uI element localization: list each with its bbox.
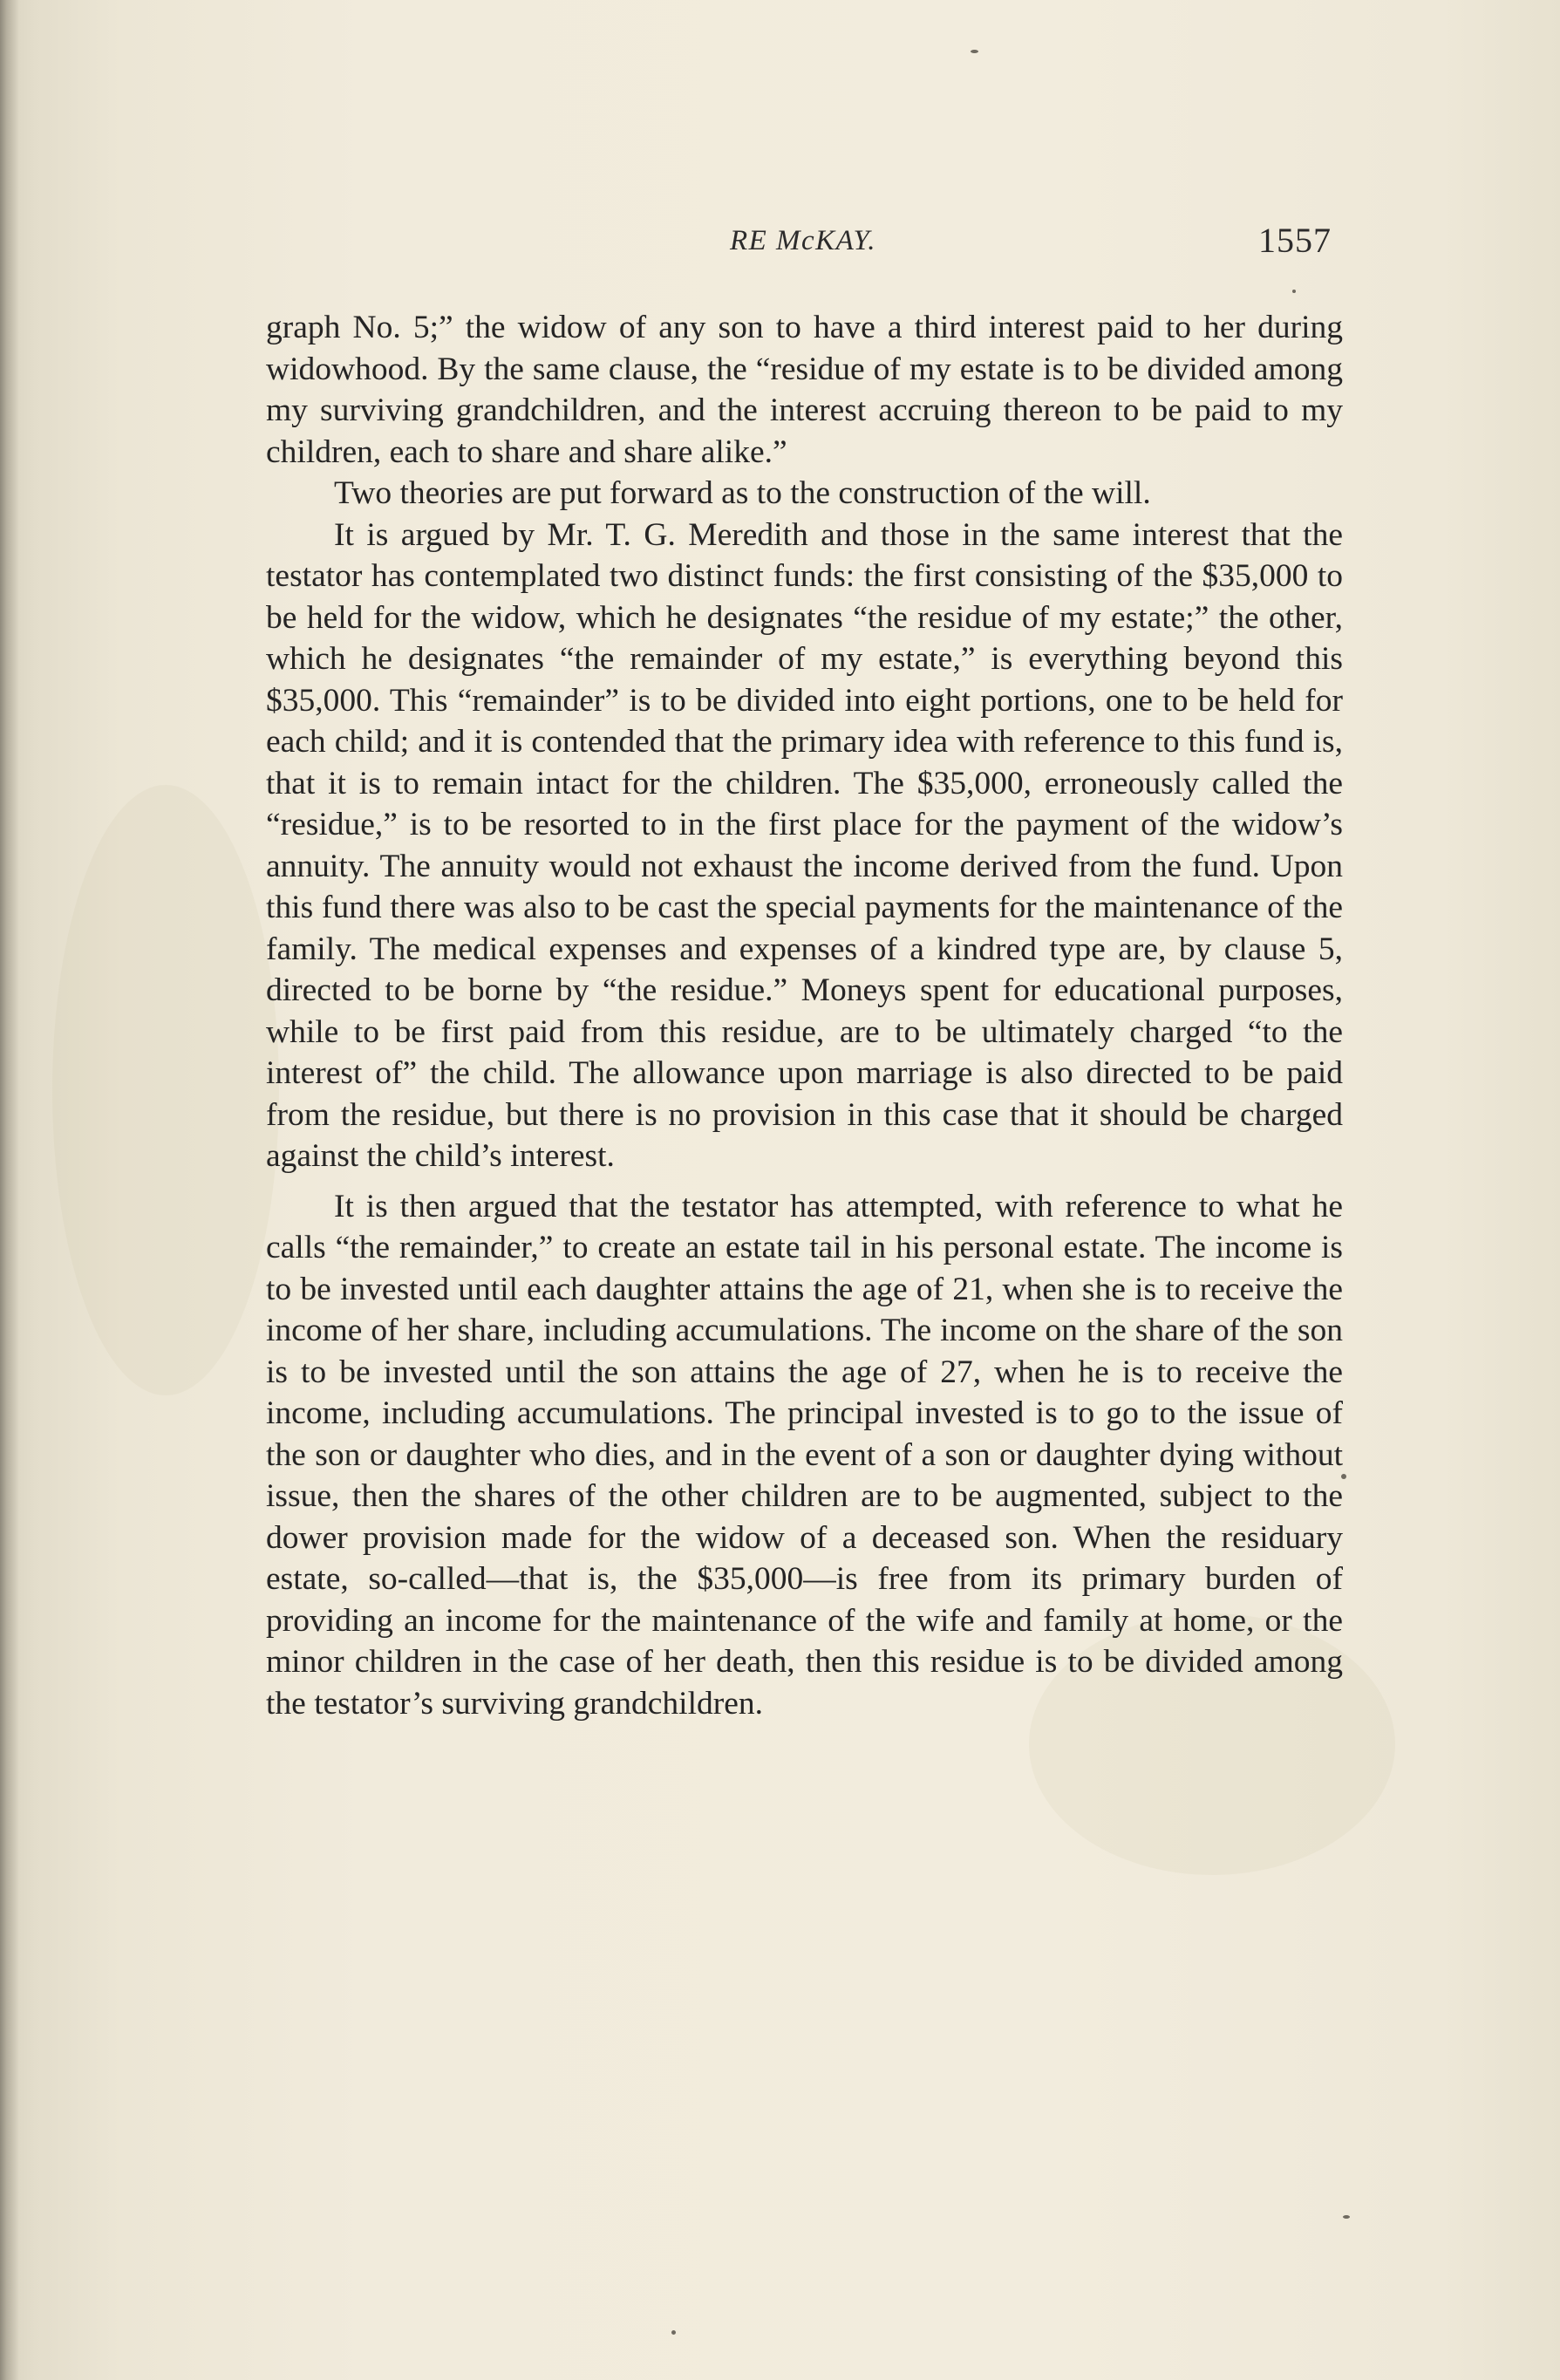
binding-gutter-shadow [0, 0, 19, 2380]
body-text [266, 307, 1343, 1724]
paper-stain [52, 785, 279, 1395]
running-title: RE McKAY. [729, 225, 877, 256]
paper-speck [971, 50, 978, 53]
page-number: 1557 [1258, 221, 1332, 260]
paragraph: graph No. 5;” the widow of any son to have a third interest paid to her during widowhood. By the same clause, the “residue of my estate is to be divided among my surviving grandchildren, and the interest accruing thereon to be paid to my children, each to share and share alike.” [266, 310, 1343, 470]
paragraph: It is argued by Mr. T. G. Meredith and those in the same interest that the testator has contemplated two distinct funds: the first consisting of the $35,000 to be held for the widow, which he designates “the residue of my estate;” the other, which he designates “the remainder of my estate,” is everything beyond this $35,000. This “remainder” is to be divided into eight portions, one to be held for each child; and it is contended that the primary idea with reference to this fund is, that it is to remain intact for the children. The $35,000, erroneously called the “residue,” is to be resorted to in the first place for the payment of the widow’s annuity. The annuity would not exhaust the income derived from the fund. Upon this fund there was also to be cast the special payments for the maintenance of the family. The medical expenses and expenses of a kindred type are, by clause 5, directed to be borne by “the residue.” Moneys spent for educational purposes, while to be first paid from this residue, are to be ultimately charged “to the interest of” the child. The allowance upon marriage is also directed to be paid from the residue, but there is no provision in this case that it should be charged against the child’s interest. [266, 516, 1343, 1174]
paper-speck [1292, 290, 1296, 293]
paragraph: It is then argued that the testator has attempted, with reference to what he calls “the remainder,” to create an estate tail in his personal estate. The income is to be invested until each daughter attains the age of 21, when she is to receive the income of her share, including accumulations. The income on the share of the son is to be invested until the son attains the age of 27, when he is to receive the income, including accumulations. The principal invested is to go to the issue of the son or daughter who dies, and in the event of a son or daughter dying without issue, then the shares of the other children are to be augmented, subject to the dower provision made for the widow of a deceased son. When the residuary estate, so-called—that is, the $35,000—is free from its primary burden of providing an income for the maintenance of the wife and family at home, or the minor children in the case of her death, then this residue is to be divided among the testator’s surviving grandchildren. [266, 1188, 1343, 1722]
paper-speck [1343, 2215, 1350, 2219]
paragraph: Two theories are put forward as to the construction of the will. [334, 475, 1151, 511]
running-head [275, 221, 1332, 277]
paper-speck [671, 2330, 676, 2335]
